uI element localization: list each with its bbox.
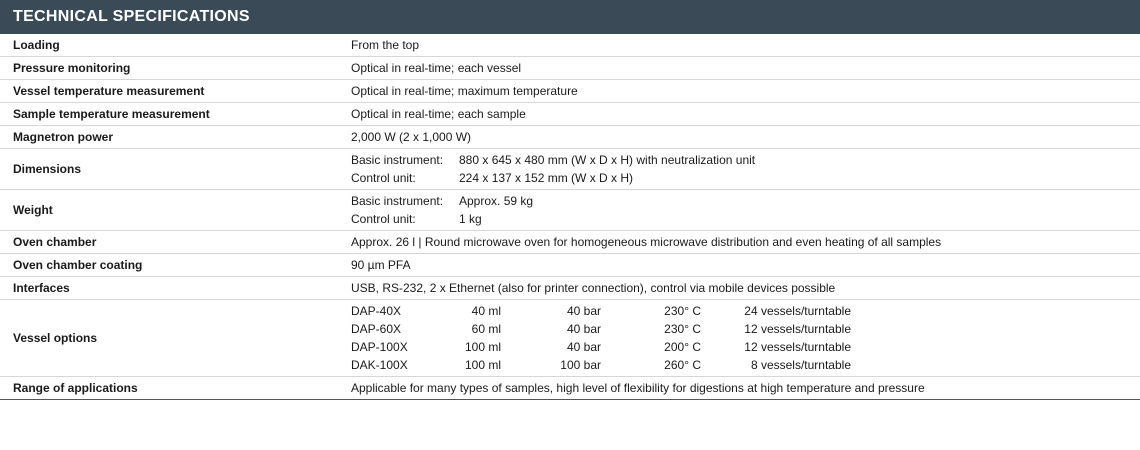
spec-row-dimensions — [0, 149, 1140, 190]
spec-label: Range of applications — [0, 377, 340, 400]
vessel-model: DAP-40X — [351, 304, 402, 318]
vessel-temperature: 230° C — [664, 322, 701, 336]
vessel-option-row — [351, 320, 851, 338]
spec-value — [340, 300, 1140, 377]
vessel-capacity: 8 vessels/turntable — [750, 358, 851, 372]
spec-label: Dimensions — [0, 149, 340, 190]
vessel-volume: 100 ml — [464, 358, 501, 372]
section-title: TECHNICAL SPECIFICATIONS — [13, 8, 250, 25]
spec-row-applications — [0, 377, 1140, 400]
weight-control-line — [351, 210, 1140, 228]
sub-value: 224 x 137 x 152 mm (W x D x H) — [459, 171, 634, 185]
dimensions-basic-line — [351, 151, 1140, 169]
spec-label: Magnetron power — [0, 126, 340, 149]
weight-basic-line — [351, 192, 1140, 210]
vessel-pressure: 100 bar — [560, 358, 601, 372]
vessel-temperature: 200° C — [664, 340, 701, 354]
spec-label: Oven chamber coating — [0, 254, 340, 277]
spec-row-oven — [0, 231, 1140, 254]
vessel-options-table — [351, 302, 851, 374]
spec-value: From the top — [340, 34, 1140, 57]
vessel-capacity: 12 vessels/turntable — [744, 322, 851, 336]
spec-row-vessel-options — [0, 300, 1140, 377]
spec-label: Vessel temperature measurement — [0, 80, 340, 103]
spec-value — [340, 190, 1140, 231]
vessel-pressure: 40 bar — [566, 340, 601, 354]
sub-value: Approx. 59 kg — [459, 194, 534, 208]
vessel-model: DAP-100X — [351, 340, 408, 354]
spec-row-coating — [0, 254, 1140, 277]
vessel-temperature: 260° C — [664, 358, 701, 372]
vessel-volume: 40 ml — [471, 304, 501, 318]
spec-row-sample-temp — [0, 103, 1140, 126]
spec-row-pressure — [0, 57, 1140, 80]
spec-value: Optical in real-time; each sample — [340, 103, 1140, 126]
sub-label: Basic instrument: — [351, 194, 444, 208]
spec-row-weight — [0, 190, 1140, 231]
spec-value: Optical in real-time; each vessel — [340, 57, 1140, 80]
vessel-capacity: 24 vessels/turntable — [744, 304, 851, 318]
spec-row-loading — [0, 34, 1140, 57]
vessel-model: DAK-100X — [351, 358, 408, 372]
spec-value: Approx. 26 l | Round microwave oven for homogeneous microwave distribution and even heating of all samples — [340, 231, 1140, 254]
section-header — [0, 0, 1140, 34]
vessel-option-row — [351, 338, 851, 356]
spec-value: 2,000 W (2 x 1,000 W) — [340, 126, 1140, 149]
sub-value: 880 x 645 x 480 mm (W x D x H) with neutralization unit — [459, 153, 756, 167]
spec-label: Loading — [0, 34, 340, 57]
vessel-option-row — [351, 356, 851, 374]
vessel-volume: 100 ml — [464, 340, 501, 354]
sub-label: Control unit: — [351, 171, 416, 185]
spec-label: Vessel options — [0, 300, 340, 377]
spec-label: Interfaces — [0, 277, 340, 300]
spec-row-vessel-temp — [0, 80, 1140, 103]
spec-value: USB, RS-232, 2 x Ethernet (also for printer connection), control via mobile devices possible — [340, 277, 1140, 300]
spec-row-magnetron — [0, 126, 1140, 149]
spec-label: Weight — [0, 190, 340, 231]
dimensions-control-line — [351, 169, 1140, 187]
sub-label: Basic instrument: — [351, 153, 444, 167]
vessel-pressure: 40 bar — [566, 304, 601, 318]
spec-label: Oven chamber — [0, 231, 340, 254]
spec-value: 90 µm PFA — [340, 254, 1140, 277]
spec-value: Applicable for many types of samples, high level of flexibility for digestions at high temperature and pressure — [340, 377, 1140, 400]
vessel-pressure: 40 bar — [566, 322, 601, 336]
spec-value — [340, 149, 1140, 190]
spec-row-interfaces — [0, 277, 1140, 300]
vessel-option-row — [351, 302, 851, 320]
spec-label: Pressure monitoring — [0, 57, 340, 80]
vessel-temperature: 230° C — [664, 304, 701, 318]
sub-value: 1 kg — [459, 212, 482, 226]
spec-value: Optical in real-time; maximum temperature — [340, 80, 1140, 103]
vessel-model: DAP-60X — [351, 322, 402, 336]
sub-label: Control unit: — [351, 212, 416, 226]
spec-table — [0, 34, 1140, 400]
vessel-capacity: 12 vessels/turntable — [744, 340, 851, 354]
spec-label: Sample temperature measurement — [0, 103, 340, 126]
vessel-volume: 60 ml — [471, 322, 501, 336]
